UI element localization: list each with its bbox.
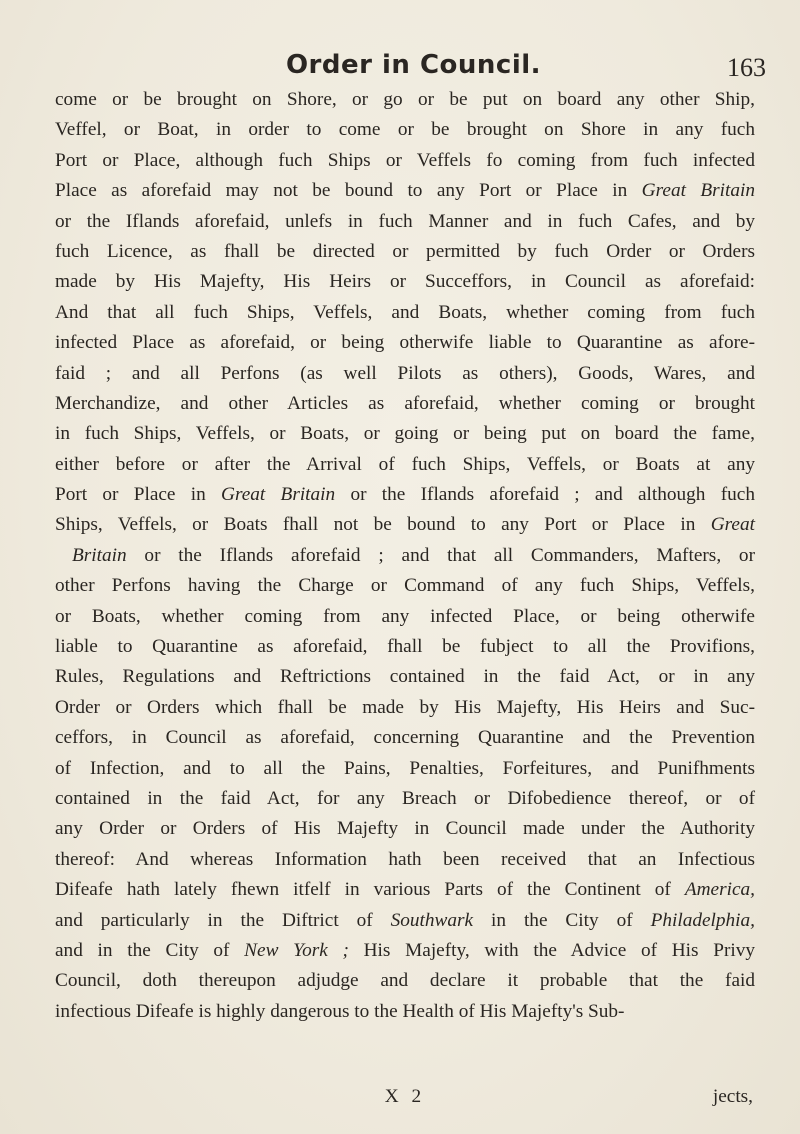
text-run: any Order or Orders of His Majefty in Council made under the Authority (55, 818, 755, 840)
text-run: ceffors, in Council as aforefaid, concerning Quarantine and the Prevention (55, 727, 755, 749)
text-run: Order or Orders which fhall be made by His Majefty, His Heirs and Suc- (55, 696, 755, 718)
italic-text: Great Britain (641, 180, 755, 202)
text-run: and particularly in the Diftrict of (55, 909, 391, 931)
text-line (55, 298, 755, 328)
text-run: thereof: And whereas Information hath been received that an Infectious (55, 848, 755, 870)
text-line (55, 875, 755, 905)
text-run: contained in the faid Act, for any Breach or Difobedience thereof, or of (55, 787, 755, 809)
text-run: Difeafe hath lately fhewn itfelf in various Parts of the Continent of (55, 879, 685, 901)
italic-text: Great (710, 514, 755, 536)
italic-text: Britain (72, 544, 127, 566)
text-line (55, 997, 755, 1027)
italic-text: Philadelphia, (650, 909, 755, 931)
text-line (55, 328, 755, 358)
text-line (55, 176, 755, 206)
text-run: liable to Quarantine as aforefaid, fhall be fubject to all the Provifions, (55, 636, 755, 658)
text-line (55, 237, 755, 267)
text-run: come or be brought on Shore, or go or be put on board any other Ship, (55, 89, 755, 110)
text-run: infected Place as aforefaid, or being otherwife liable to Quarantine as afore- (55, 332, 755, 354)
text-run: Place as aforefaid may not be bound to any Port or Place in (55, 180, 642, 202)
text-line (55, 419, 755, 449)
text-run: made by His Majefty, His Heirs or Succeffors, in Council as aforefaid: (55, 271, 755, 293)
text-line (55, 450, 755, 480)
italic-text: Great Britain (221, 484, 336, 506)
text-line (55, 602, 755, 632)
text-line (55, 480, 755, 510)
text-run: Rules, Regulations and Reftrictions contained in the faid Act, or in any (55, 666, 755, 688)
text-run: And that all fuch Ships, Veffels, and Boats, whether coming from fuch (55, 301, 755, 323)
text-line (55, 115, 755, 145)
text-line (55, 662, 755, 692)
text-run: Port or Place, although fuch Ships or Veffels fo coming from fuch infected (55, 149, 755, 171)
text-run: in the City of (473, 909, 651, 931)
text-line (55, 267, 755, 297)
text-run: and in the City of (55, 939, 245, 961)
text-run: either before or after the Arrival of fuch Ships, Veffels, or Boats at any (55, 453, 755, 475)
italic-text: Southwark (390, 909, 474, 931)
catchword: jects, (712, 1086, 753, 1107)
text-run: faid ; and all Perfons (as well Pilots as others), Goods, Wares, and (55, 362, 755, 384)
text-run: Port or Place in (55, 484, 222, 506)
text-line (55, 754, 755, 784)
text-line (55, 85, 755, 115)
text-line (55, 784, 755, 814)
text-line (55, 814, 755, 844)
text-run: in fuch Ships, Veffels, or Boats, or going or being put on board the fame, (55, 423, 755, 445)
text-line (55, 207, 755, 237)
text-run: Merchandize, and other Articles as aforefaid, whether coming or brought (55, 392, 755, 414)
text-line (55, 632, 755, 662)
text-run: or the Iflands aforefaid, unlefs in fuch Manner and in fuch Cafes, and by (55, 210, 755, 232)
italic-text: America, (684, 879, 755, 901)
text-line (55, 906, 755, 936)
text-run: fuch Licence, as fhall be directed or permitted by fuch Order or Orders (55, 240, 755, 262)
text-line (55, 845, 755, 875)
text-line (55, 693, 755, 723)
text-run: Council, doth thereupon adjudge and declare it probable that the faid (55, 970, 755, 992)
text-line (55, 389, 755, 419)
text-line (55, 510, 755, 540)
page-footer (55, 1086, 755, 1118)
text-run: His Majefty, with the Advice of His Privy (348, 939, 755, 961)
page-number: 163 (727, 53, 766, 82)
text-line (55, 146, 755, 176)
signature-mark: X 2 (384, 1086, 426, 1107)
text-run: infectious Difeafe is highly dangerous to the Health of His Majefty's Sub- (55, 1000, 625, 1022)
text-run: or the Iflands aforefaid ; and that all Commanders, Mafters, or (126, 544, 755, 566)
running-title: Order in Council. (285, 50, 542, 80)
text-line (55, 723, 755, 753)
italic-text: New York ; (244, 939, 349, 961)
page-header (55, 50, 772, 90)
text-run: or Boats, whether coming from any infected Place, or being otherwife (55, 605, 755, 627)
text-line (55, 359, 755, 389)
text-line (55, 936, 755, 966)
text-line (55, 966, 755, 996)
text-run: Veffel, or Boat, in order to come or be brought on Shore in any fuch (55, 119, 755, 141)
text-line (55, 571, 755, 601)
text-run: of Infection, and to all the Pains, Penalties, Forfeitures, and Punifhments (55, 757, 755, 779)
text-run: Ships, Veffels, or Boats fhall not be bound to any Port or Place in (55, 514, 711, 536)
body-text (55, 85, 755, 1027)
text-run: other Perfons having the Charge or Command of any fuch Ships, Veffels, (55, 575, 755, 597)
text-line (55, 541, 755, 571)
text-run: or the Iflands aforefaid ; and although fuch (335, 484, 755, 506)
